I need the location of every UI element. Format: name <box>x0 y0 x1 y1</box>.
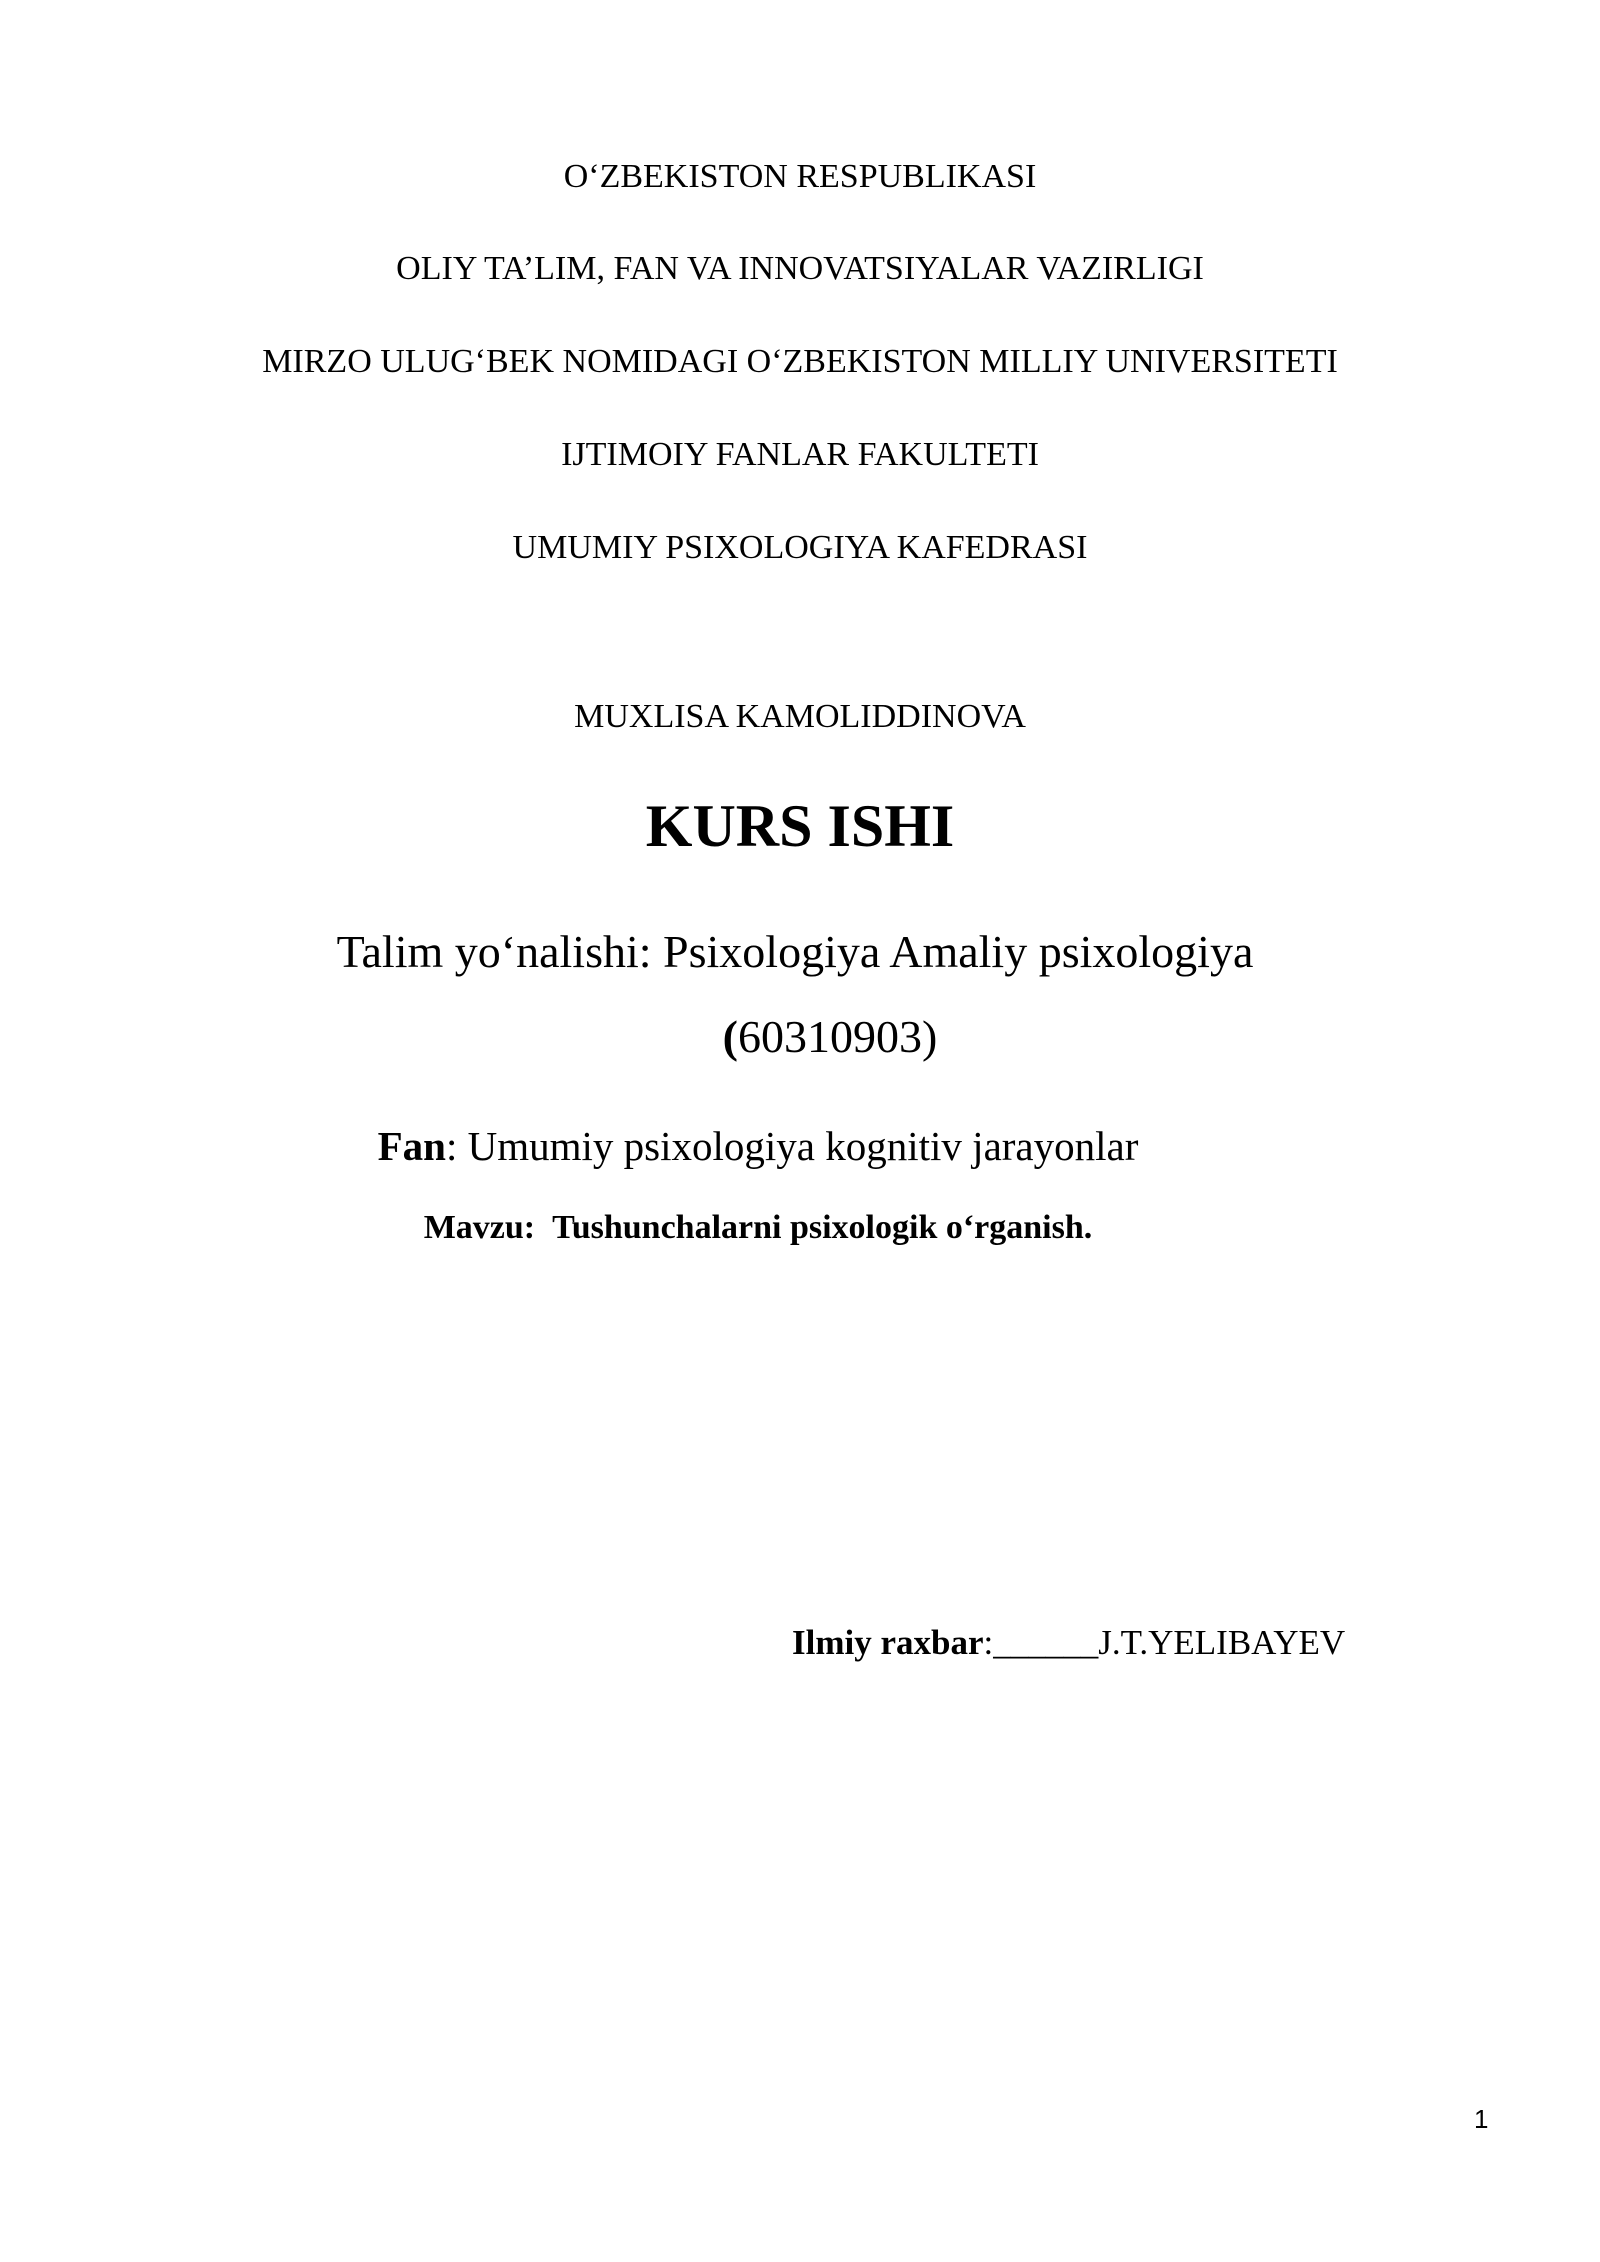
faculty-heading: IJTIMOIY FANLAR FAKULTETI <box>561 436 1039 473</box>
supervisor-label: Ilmiy raxbar <box>792 1623 984 1662</box>
page-number: 1 <box>1474 2104 1489 2134</box>
supervisor-separator: :______ <box>983 1623 1099 1662</box>
direction-code-paren: ( <box>722 1011 738 1062</box>
topic-line <box>0 1211 1558 1245</box>
direction-code-number: 60310903) <box>738 1011 938 1062</box>
department-heading: UMUMIY PSIXOLOGIYA KAFEDRASI <box>512 529 1088 566</box>
direction-code <box>30 1011 1600 1062</box>
topic-label: Mavzu: <box>423 1209 536 1246</box>
subject-line <box>0 1123 1558 1169</box>
topic-value: Tushunchalarni psixologik o‘rganish. <box>552 1209 1093 1246</box>
supervisor-line <box>792 1625 1345 1660</box>
subject-label: Fan <box>377 1123 446 1169</box>
document-title: KURS ISHI <box>645 793 955 859</box>
ministry-heading: OLIY TA’LIM, FAN VA INNOVATSIYALAR VAZIRLIGI <box>396 250 1204 287</box>
university-heading: MIRZO ULUG‘BEK NOMIDAGI O‘ZBEKISTON MILLIY UNIVERSITETI <box>262 343 1338 380</box>
direction-line: Talim yo‘nalishi: Psixologiya Amaliy psixologiya <box>336 926 1254 977</box>
subject-value: : Umumiy psixologiya kognitiv jarayonlar <box>446 1123 1139 1169</box>
author-name: MUXLISA KAMOLIDDINOVA <box>574 698 1026 735</box>
republic-heading: O‘ZBEKISTON RESPUBLIKASI <box>563 158 1037 195</box>
supervisor-name: J.T.YELIBAYEV <box>1098 1623 1346 1662</box>
